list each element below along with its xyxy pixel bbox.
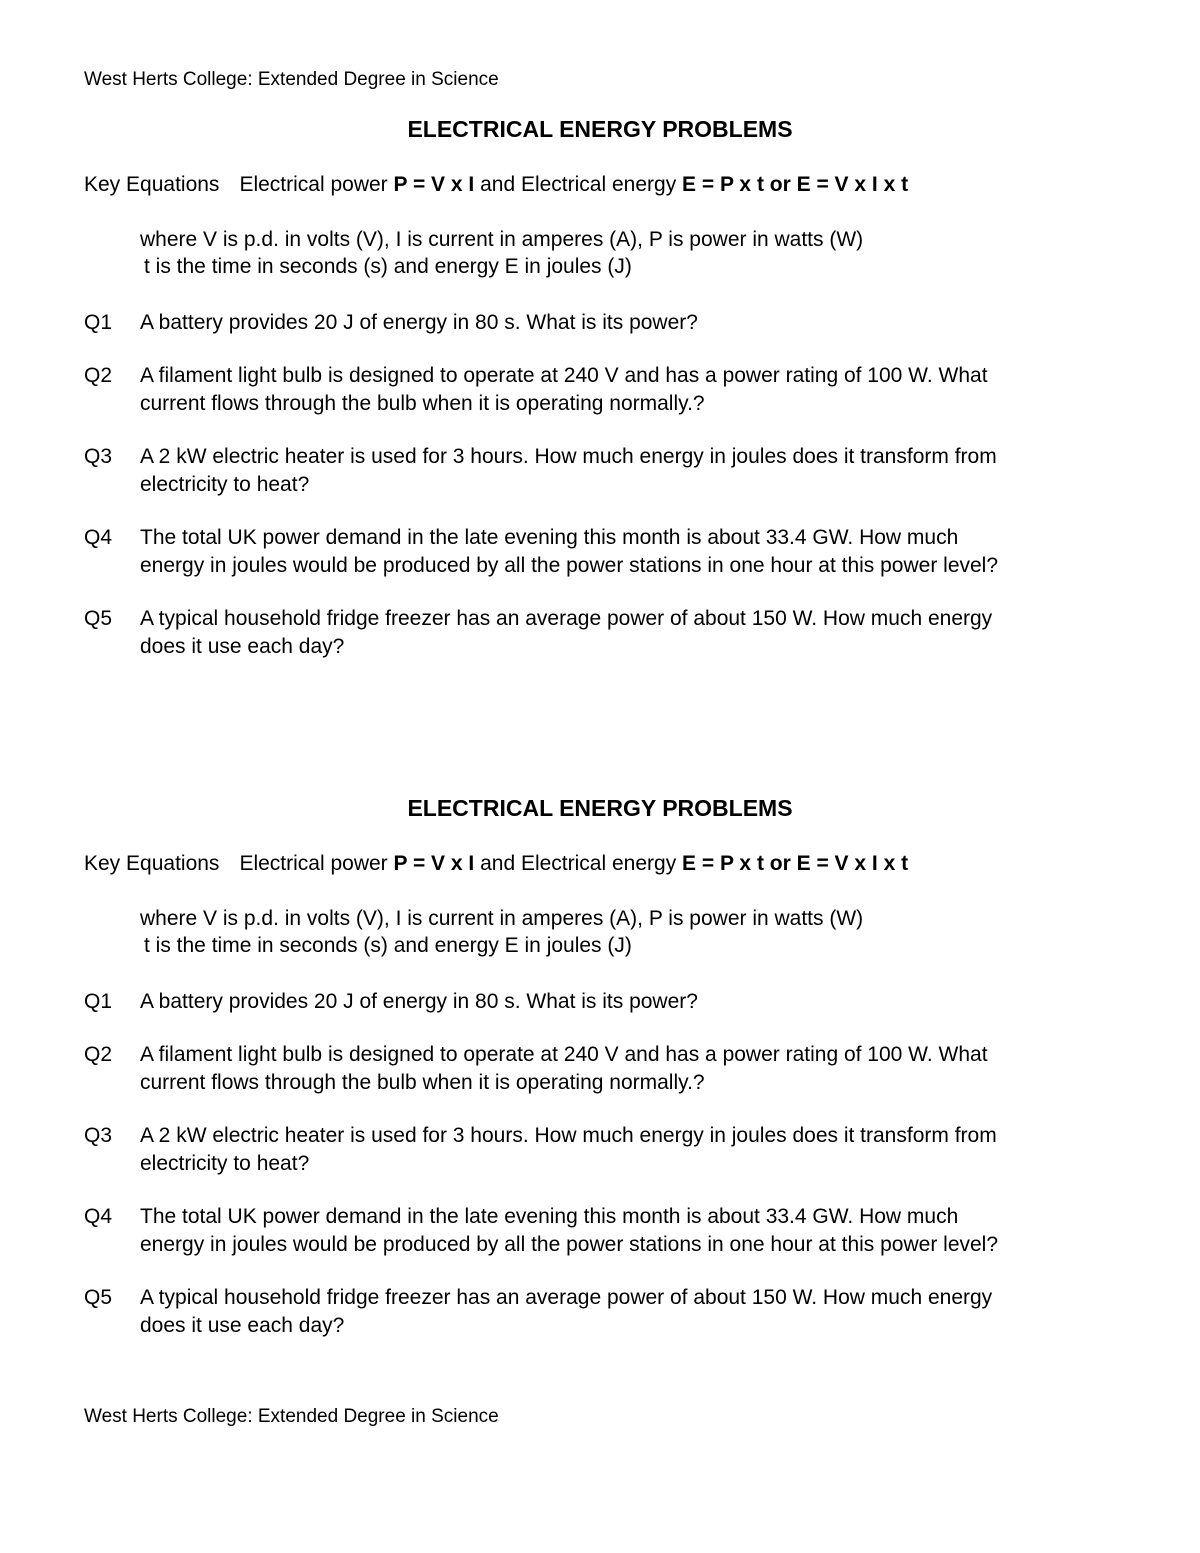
power-label: Electrical power <box>239 173 394 196</box>
question-text <box>140 1284 1114 1340</box>
question-line: does it use each day? <box>140 635 345 658</box>
question-text <box>140 524 1114 580</box>
question-line: A battery provides 20 J of energy in 80 s. What is its power? <box>140 311 698 334</box>
definition-line: where V is p.d. in volts (V), I is current in amperes (A), P is power in watts (W) <box>140 228 864 251</box>
question-number: Q4 <box>84 1205 113 1228</box>
question-line: A 2 kW electric heater is used for 3 hours. How much energy in joules does it transform from <box>140 445 997 468</box>
page-footer: West Herts College: Extended Degree in Science <box>84 1406 499 1427</box>
question-line: A 2 kW electric heater is used for 3 hours. How much energy in joules does it transform from <box>140 1124 997 1147</box>
question-text <box>140 362 1114 418</box>
question-line: electricity to heat? <box>140 1152 310 1175</box>
key-equations-label: Key Equations <box>84 173 220 196</box>
question-number: Q1 <box>84 990 113 1013</box>
energy-equation: E = P x t or E = V x I x t <box>682 173 909 196</box>
key-equations <box>84 852 908 876</box>
and-energy-label: and Electrical energy <box>474 852 683 875</box>
question-line: does it use each day? <box>140 1314 345 1337</box>
question-number: Q3 <box>84 445 113 468</box>
question-line: electricity to heat? <box>140 473 310 496</box>
question-text <box>140 309 1114 337</box>
question-number: Q2 <box>84 1043 113 1066</box>
question-line: energy in joules would be produced by all the power stations in one hour at this power level? <box>140 554 999 577</box>
question-line: The total UK power demand in the late evening this month is about 33.4 GW. How much <box>140 1205 959 1228</box>
power-equation: P = V x I <box>393 852 475 875</box>
question-line: A typical household fridge freezer has an average power of about 150 W. How much energy <box>140 607 993 630</box>
question-line: A battery provides 20 J of energy in 80 s. What is its power? <box>140 990 698 1013</box>
question-number: Q5 <box>84 1286 113 1309</box>
and-energy-label: and Electrical energy <box>474 173 683 196</box>
question-line: energy in joules would be produced by all the power stations in one hour at this power level? <box>140 1233 999 1256</box>
question-number: Q5 <box>84 607 113 630</box>
definition-line: where V is p.d. in volts (V), I is current in amperes (A), P is power in watts (W) <box>140 907 864 930</box>
key-equations <box>84 173 908 197</box>
energy-equation: E = P x t or E = V x I x t <box>682 852 909 875</box>
question-text <box>140 1203 1114 1259</box>
question-number: Q3 <box>84 1124 113 1147</box>
question-number: Q2 <box>84 364 113 387</box>
question-line: A filament light bulb is designed to operate at 240 V and has a power rating of 100 W. What <box>140 364 988 387</box>
question-line: current flows through the bulb when it is operating normally.? <box>140 392 705 415</box>
question-line: current flows through the bulb when it is operating normally.? <box>140 1071 705 1094</box>
question-line: A filament light bulb is designed to operate at 240 V and has a power rating of 100 W. What <box>140 1043 988 1066</box>
definition-line: t is the time in seconds (s) and energy E in joules (J) <box>144 255 632 278</box>
symbol-definitions <box>140 226 863 280</box>
power-label: Electrical power <box>239 852 394 875</box>
page-header: West Herts College: Extended Degree in Science <box>84 69 499 90</box>
question-number: Q1 <box>84 311 113 334</box>
question-number: Q4 <box>84 526 113 549</box>
question-text <box>140 1122 1114 1178</box>
key-equations-label: Key Equations <box>84 852 220 875</box>
question-text <box>140 605 1114 661</box>
question-line: The total UK power demand in the late evening this month is about 33.4 GW. How much <box>140 526 959 549</box>
question-text <box>140 443 1114 499</box>
question-text <box>140 988 1114 1016</box>
definition-line: t is the time in seconds (s) and energy E in joules (J) <box>144 934 632 957</box>
power-equation: P = V x I <box>393 173 475 196</box>
sheet-title: ELECTRICAL ENERGY PROBLEMS <box>407 795 793 821</box>
question-line: A typical household fridge freezer has an average power of about 150 W. How much energy <box>140 1286 993 1309</box>
sheet-title: ELECTRICAL ENERGY PROBLEMS <box>407 116 793 142</box>
symbol-definitions <box>140 905 863 959</box>
question-text <box>140 1041 1114 1097</box>
